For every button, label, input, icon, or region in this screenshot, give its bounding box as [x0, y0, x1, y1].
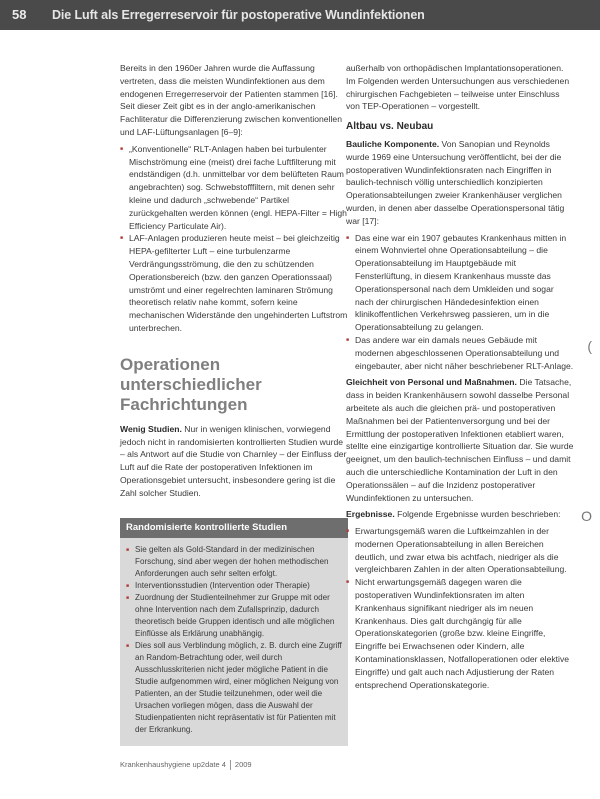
studies-paragraph [120, 423, 348, 500]
info-box [120, 518, 348, 747]
page-footer [120, 760, 252, 770]
run-in-heading: Gleichheit von Personal und Maßnahmen. [346, 377, 517, 388]
right-column [346, 62, 574, 695]
page-number: 58 [12, 7, 27, 22]
paragraph-text: Nur in wenigen klinischen, vorwiegend jedoch nicht in randomisierten kontrollierten Studien wurde – als Antwort auf die Studie von Charnley – der Einfluss der Luft auf die Rate der postoperativen Infektionen im Operationsgebiet untersucht, insbesondere gering ist die Zahl solcher Studien. [120, 423, 347, 498]
run-in-heading: Wenig Studien. [120, 423, 182, 434]
ventilation-list [120, 143, 348, 335]
list-item: ■ Interventionsstudien (Intervention oder Therapie) [126, 580, 342, 592]
running-title: Die Luft als Erregerreservoir für postoperative Wundinfektionen [52, 8, 425, 22]
section-heading: Operationen unterschiedlicher Fachrichtungen [120, 354, 262, 414]
intro-paragraph: außerhalb von orthopädischen Implantationsoperationen. Im Folgenden werden Untersuchungen aus verschiedenen chirurgischen Fachgebieten – teilweise unter Einschluss von TEP-Operationen – vorgestellt. [346, 63, 570, 112]
paragraph [346, 508, 574, 521]
page-header [0, 0, 600, 30]
list-item: ■ Sie gelten als Gold-Standard in der medizinischen Forschung, sind aber wegen der hohen methodischen Anforderungen auch sehr selten erfolgt. [126, 544, 342, 580]
paragraph [346, 138, 574, 228]
results-list [346, 525, 574, 691]
list-item: ■ LAF-Anlagen produzieren heute meist – bei gleichzeitig HEPA-gefilterter Luft – eine turbulenzarme Verdrängungsströmung, die den zu schützenden Operationsbereich (bzw. den ganzen Operationssaal) umströmt und einer regelrechten laminaren Strömung theoretisch relativ nahe kommt, sofern keine mechanischen Widerstände den ungehinderten Luftstrom unterbrechen. [120, 232, 348, 334]
left-column [120, 62, 348, 746]
info-box-list [120, 538, 348, 736]
list-item: ■ Das andere war ein damals neues Gebäude mit modernen abgeschlossenen Operationsabteilung und eingebauter, aber nicht näher beschriebener RLT-Anlage. [346, 334, 574, 372]
run-in-heading: Bauliche Komponente. [346, 138, 440, 149]
paragraph-text: Von Sanopian und Reynolds wurde 1969 eine Untersuchung veröffentlicht, bei der die postoperativen Wundinfektionsraten nach Eingriffen in baulich-technisch völlig unterschiedlich konzipierten Operationsabteilungen zweier Krankenhäuser verglichen wurden, in denen aber dasselbe Operationspersonal tätig war [17]: [346, 138, 565, 226]
info-box-title: Randomisierte kontrollierte Studien [120, 518, 348, 539]
subsection-heading: Altbau vs. Neubau [346, 121, 434, 133]
list-item: ■ Nicht erwartungsgemäß dagegen waren die postoperativen Wundinfektionsraten im alten Krankenhaus signifikant niedriger als im neuen Krankenhaus. Dies galt durchgängig für alle Operationskategorien (große bzw. kleine Eingriffe, Eingriffe bei Erwachsenen oder Kindern, alle Kontaminationsklassen, Notfalloperationen oder elektive Eingriffe) und galt auch nach Adjustierung der Raten entsprechend Operationskategorie. [346, 576, 574, 691]
list-item: ■ Dies soll aus Verblindung möglich, z. B. durch eine Zugriff an Random-Betrachtung oder, weil durch Ausschlusskriterien nicht jeder mögliche Patient in die Studie aufgenommen wird, einer möglichen Neigung von Patienten, an der Studie teilzunehmen, oder weil die Ursachen vorliegen mögen, dass die Auswahl der Studienpatienten nicht repräsentativ ist für Patienten mit der Erkrankung. [126, 640, 342, 736]
binding-hole-mark: O [581, 508, 592, 524]
list-item: ■ „Konventionelle“ RLT-Anlagen haben bei turbulenter Mischströmung eine (meist) drei fache Luftfilterung mit endständigen (d.h. unmittelbar vor dem belüfteten Raum angebrachten) sog. Schwebstofffiltern, mit denen sehr kleine und dadurch „schwebende“ Partikel zurückgehalten werden können (engl. HEPA-Filter = High Efficiency Particulate Air). [120, 143, 348, 233]
journal-year: 2009 [234, 760, 252, 769]
list-item: ■ Erwartungsgemäß waren die Luftkeimzahlen in der modernen Operationsabteilung in allen Bereichen deutlich, und zwar etwa bis achtfach, niedriger als die vergleichbaren Zahlen in der alten Operationsabteilung. [346, 525, 574, 576]
paragraph-text: Folgende Ergebnisse wurden beschrieben: [397, 509, 561, 520]
paragraph [346, 376, 574, 504]
intro-paragraph: Bereits in den 1960er Jahren wurde die Auffassung vertreten, dass die meisten Wundinfektionen aus dem endogenen Erregerreservoir der Patienten stammen [16]. Seit dieser Zeit gibt es in der anglo-amerikanischen Fachliteratur die Differenzierung zwischen konventionellen und LAF-Lüftungsanlagen [6–9]: [120, 63, 342, 137]
journal-name: Krankenhaushygiene up2date 4 [120, 760, 226, 769]
footer-divider [230, 760, 231, 770]
paragraph-text: Die Tatsache, dass in beiden Krankenhäusern sowohl dasselbe Personal arbeitete als auch die gleichen prä- und postoperativen Maßnahmen bei der Patientenversorgung und bei der Ermittlung der postoperativen Infektionen etabliert waren, stellte eine einzigartige kontrollierte Situation dar. Sie wurde geeignet, um den baulich-technischen Einfluss – und damit auch die unterschiedliche Kontamination der Luft in den Operationssälen – auf die Inzidenz postoperativer Wundinfektionen zu untersuchen. [346, 377, 574, 503]
list-item: ■ Das eine war ein 1907 gebautes Krankenhaus mitten in einem Wohnviertel ohne Operationsabteilung – die Operationsabteilung im Hauptgebäude mit Fensterlüftung, in diesem Krankenhaus musste das Operationspersonal nach dem Umkleiden und sogar nach der chirurgischen Händedesinfektion einen klinikoffentlichen Verkehrsweg passieren, um in die Operationsabteilung zu gelangen. [346, 232, 574, 334]
run-in-heading: Ergebnisse. [346, 509, 395, 520]
list-item: ■ Zuordnung der Studienteilnehmer zur Gruppe mit oder ohne Intervention nach dem Zufallsprinzip, dadurch theoretisch beide Gruppen identisch und alle möglichen Einflüsse als Erklärung unabhängig. [126, 592, 342, 640]
hospital-list [346, 232, 574, 373]
binding-hole-mark: ( [587, 338, 592, 354]
